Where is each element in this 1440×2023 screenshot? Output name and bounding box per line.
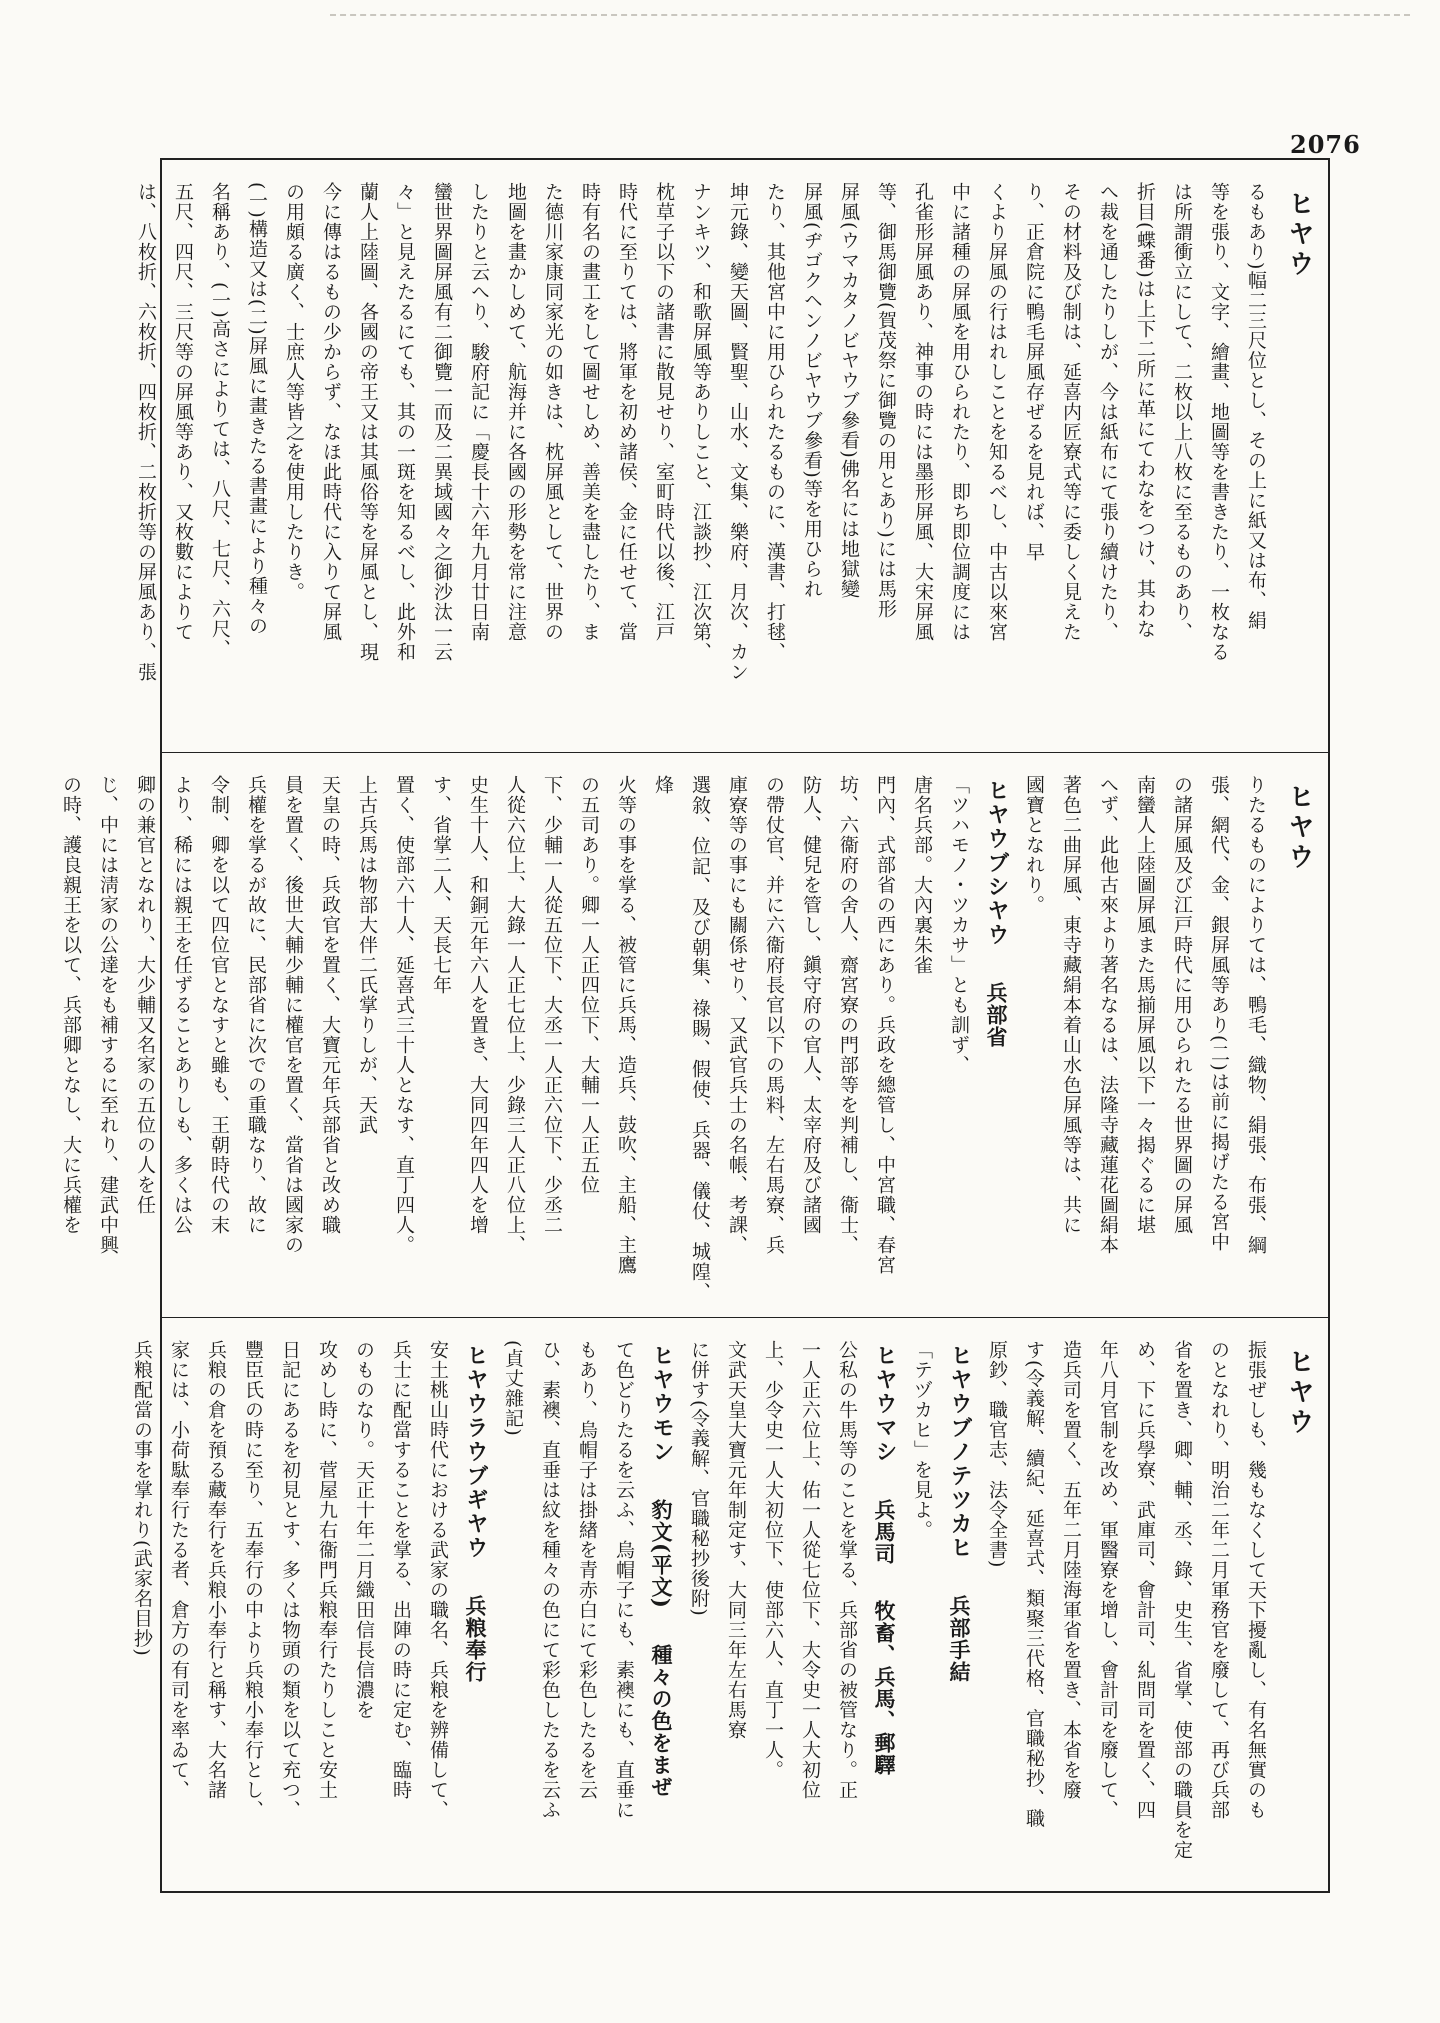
text-column: の諸屏風及び江戸時代に用ひられたる世界圖の屏風 — [1171, 775, 1193, 1235]
text-column: 一人正六位上、佑一人從七位下、大令史一人大初位 — [799, 1340, 821, 1800]
text-column: もあり、烏帽子は掛緖を青赤白にて彩色したるを云 — [576, 1340, 598, 1800]
text-column: 國寶となれり。 — [1023, 775, 1045, 915]
text-column: 下、少輔一人從五位下、大丞一人正六位下、少丞二 — [541, 775, 563, 1235]
text-column: 時代に至りては、將軍を初め諸侯、金に任せて、當 — [616, 182, 638, 642]
text-column: 史生十人、和銅元年六人を置き、大同四年四人を增 — [467, 775, 489, 1235]
text-column: 地圖を畫かしめて、航海并に各國の形勢を常に注意 — [505, 182, 527, 642]
running-head: ヒヤウ — [1284, 783, 1314, 873]
entry-header — [456, 1340, 494, 1880]
text-column: くより屏風の行はれしことを知るべし、中古以來宮 — [986, 182, 1008, 642]
text-column: その材料及び制は、延喜内匠寮式等に委しく見えた — [1060, 182, 1082, 642]
text-column: 兵粮配當の事を掌れり(武家名目抄) — [131, 1340, 153, 1657]
text-column: は所謂衝立にして、二枚以上八枚に至るものあり、 — [1171, 182, 1193, 642]
text-column: 時有名の畫工をして圖せしめ、善美を盡したり、ま — [579, 182, 601, 642]
text-column: 火等の事を掌る、被管に兵馬、造兵、鼓吹、主船、主鷹 — [615, 775, 637, 1275]
text-column: 人從六位上、大錄一人正七位上、少錄三人正八位上、 — [504, 775, 526, 1255]
text-column: 年八月官制を改め、軍醫寮を增し、會計司を廢して、 — [1097, 1340, 1119, 1820]
text-column: 等を張り、文字、繪畫、地圖等を書きたり、一枚なる — [1208, 182, 1230, 662]
text-column: 坤元錄、變天圖、賢聖、山水、文集、樂府、月次、カン — [727, 182, 749, 682]
text-column: 文武天皇大寶元年制定す、大同三年左右馬寮 — [725, 1340, 747, 1740]
text-column: は、八枚折、六枚折、四枚折、二枚折等の屏風あり、張 — [135, 182, 157, 682]
text-column: 坊、六衞府の舍人、齋宮寮の門部等を判補し、衞士、 — [837, 775, 859, 1255]
text-column: 名稱あり、(一)高さによりては、八尺、七尺、六尺、 — [209, 182, 231, 659]
text-column: 張、網代、金、銀屏風等あり(二)は前に揭げたる宮中 — [1208, 775, 1230, 1252]
text-column: 等、御馬御覽(賀茂祭に御覽の用とあり)には馬形 — [875, 182, 897, 619]
text-column: 孔雀形屏風あり、神事の時には墨形屏風、大宋屏風 — [912, 182, 934, 642]
headword: ヒヤウブノテツカヒ — [947, 1344, 972, 1560]
text-column: 天皇の時、兵政官を置く、大寶元年兵部省と改め職 — [319, 775, 341, 1235]
text-column: の五司あり。卿一人正四位下、大輔一人正五位 — [578, 775, 600, 1195]
entry-reading: 「ツハモノ・ツカサ」とも訓ず、 — [948, 775, 970, 1075]
text-column: へず、此他古來より著名なるは、法隆寺藏蓮花圖絹本 — [1097, 775, 1119, 1255]
text-column: り、正倉院に鴨毛屏風存ぜるを見れば、早 — [1023, 182, 1045, 562]
running-head: ヒヤウ — [1284, 1348, 1314, 1438]
headword-kanji: 兵部省 — [984, 982, 1009, 1049]
text-column: 卿の兼官となれり、大少輔又名家の五位の人を任 — [134, 775, 156, 1215]
text-column: 門內、式部省の西にあり。兵政を總管し、中宮職、春宮 — [874, 775, 896, 1275]
text-column: 屏風(ウマカタノビヤウブ參看)佛名には地獄變 — [838, 182, 860, 599]
text-column: 蠻世界圖屏風有二御覽一而及二異域國々之御沙汰一云 — [431, 182, 453, 662]
text-column: の時、護良親王を以て、兵部卿となし、大に兵權を — [60, 775, 82, 1235]
page-frame — [60, 158, 1330, 1893]
text-column: 安土桃山時代における武家の職名、兵粮を辨備して、 — [427, 1340, 449, 1820]
text-column: へ裁を通したりしが、今は紙布にて張り續けたり、 — [1097, 182, 1119, 642]
band-3-text — [131, 1340, 1274, 1880]
text-column: に併す(令義解、官職秘抄後附) — [688, 1340, 710, 1617]
text-column: た德川家康同家光の如きは、枕屏風として、世界の — [542, 182, 564, 642]
band-1-text — [135, 182, 1274, 736]
text-column: 上、少令史一人大初位下、使部六人、直丁一人。 — [762, 1340, 784, 1780]
text-column: るもあり)幅二三尺位とし、その上に紙又は布、絹 — [1245, 182, 1267, 631]
text-column: したりと云へり、駿府記に「慶長十六年九月廿日南 — [468, 182, 490, 642]
text-column: 折目(蝶番)は上下二所に革にてわなをつけ、其わな — [1134, 182, 1156, 639]
headword-kanji: 兵馬司 — [872, 1499, 897, 1566]
text-column: 公私の牛馬等のことを掌る、兵部省の被管なり。正 — [836, 1340, 858, 1800]
text-column: 五尺、四尺、三尺等の屏風等あり、又枚數によりて — [172, 182, 194, 642]
text-column: て色どりたるを云ふ、烏帽子にも、素襖にも、直垂に — [613, 1340, 635, 1820]
headword: ヒヤウモン — [649, 1344, 674, 1464]
text-column: 庫寮等の事にも關係せり、又武官兵士の名帳、考課、 — [726, 775, 748, 1255]
page-number: 2076 — [1290, 130, 1361, 159]
text-column: 攻めし時に、菅屋九右衞門兵粮奉行たりしこと安土 — [316, 1340, 338, 1800]
text-column: のものなり。天正十年二月織田信長信濃を — [353, 1340, 375, 1720]
text-column: の用頗る廣く、士庶人等皆之を使用したりき。 — [283, 182, 305, 602]
text-column: 省を置き、卿、輔、丞、錄、史生、省掌、使部の職員を定 — [1171, 1340, 1193, 1860]
band-2 — [60, 752, 1328, 1318]
text-column: 上古兵馬は物部大伴二氏掌りしが、天武 — [356, 775, 378, 1135]
text-column: ナンキツ、和歌屏風等ありしこと、江談抄、江次第、 — [690, 182, 712, 662]
text-column: 家には、小荷駄奉行たる者、倉方の有司を率ゐて、 — [168, 1340, 190, 1800]
text-column: す(令義解、續紀、延喜式、類聚三代格、官職秘抄、職 — [1023, 1340, 1045, 1829]
entry-lead: 「テヅカヒ」を見よ。 — [911, 1340, 933, 1540]
text-column: 唐名兵部。大內裏朱雀 — [911, 775, 933, 975]
text-column: 令制、卿を以て四位官となすと雖も、王朝時代の末 — [208, 775, 230, 1235]
text-column: 著色二曲屏風、東寺藏絹本着山水色屏風等は、共に — [1060, 775, 1082, 1235]
entry-lead: 種々の色をまぜ — [649, 1643, 674, 1798]
text-column: じ、中には淸家の公達をも補するに至れり、建武中興 — [97, 775, 119, 1255]
text-column: 選敘、位記、及び朝集、祿賜、假使、兵器、儀仗、城隍、烽 — [652, 775, 711, 1302]
text-column: 原鈔、職官志、法令全書) — [986, 1340, 1008, 1569]
text-column: (一)構造又は(二)屏風に畫きたる書畫により種々の — [246, 182, 268, 636]
text-column: 員を置く、後世大輔少輔に權官を置く、當省は國家の — [282, 775, 304, 1255]
text-column: 防人、健兒を管し、鎭守府の官人、太宰府及び諸國 — [800, 775, 822, 1235]
entry-header — [865, 1340, 903, 1880]
text-column: の帶仗官、并に六衞府長官以下の馬料、左右馬寮、兵 — [763, 775, 785, 1255]
headword: ヒヤウマシ — [872, 1344, 897, 1464]
text-column: す、省掌二人、天長七年 — [430, 775, 452, 995]
text-column: 置く、使部六十人、延喜式三十人となす、直丁四人。 — [393, 775, 415, 1255]
text-column: 造兵司を置く、五年二月陸海軍省を置き、本省を廢 — [1060, 1340, 1082, 1800]
band-3 — [131, 1317, 1328, 1896]
text-column: 屏風(ヂゴクヘンノビヤウブ參看)等を用ひられ — [801, 182, 823, 599]
headword: ヒヤウブシヤウ — [984, 779, 1009, 947]
text-column: 中に諸種の屏風を用ひられたり、即ち即位調度には — [949, 182, 971, 642]
text-column: 々」と見えたるにても、其の一斑を知るべし、此外和 — [394, 182, 416, 662]
text-column: 枕草子以下の諸書に散見せり、室町時代以後、江戸 — [653, 182, 675, 642]
entry-header — [940, 1340, 978, 1880]
text-column: め、下に兵學寮、武庫司、會計司、糺問司を置く、四 — [1134, 1340, 1156, 1820]
headword-kanji: 兵粮奉行 — [463, 1595, 488, 1684]
band-1 — [135, 160, 1328, 752]
text-column: 振張ぜしも、幾もなくして天下擾亂し、有名無實のも — [1245, 1340, 1267, 1820]
text-column: 今に傳はるもの少からず、なほ此時代に入りて屏風 — [320, 182, 342, 642]
top-rule — [330, 14, 1410, 16]
text-column: (貞丈雜記) — [502, 1340, 524, 1437]
text-column: のとなれり、明治二年二月軍務官を廢して、再び兵部 — [1208, 1340, 1230, 1820]
headword-kanji: 兵部手結 — [947, 1595, 972, 1684]
text-column: 日記にあるを初見とす、多くは物頭の類を以て充つ、 — [279, 1340, 301, 1820]
entry-header — [642, 1340, 680, 1880]
text-column: 南蠻人上陸圖屏風また馬揃屏風以下一々揭ぐるに堪 — [1134, 775, 1156, 1235]
band-2-text — [60, 775, 1274, 1302]
text-column: 蘭人上陸圖、各國の帝王又は其風俗等を屏風とし、現 — [357, 182, 379, 662]
text-column: 兵粮の倉を預る藏奉行を兵粮小奉行と稱す、大名諸 — [205, 1340, 227, 1800]
text-column: ひ、素襖、直垂は紋を種々の色にて彩色したるを云ふ — [539, 1340, 561, 1820]
running-head: ヒヤウ — [1284, 190, 1314, 280]
headword: ヒヤウラウブギヤウ — [463, 1344, 488, 1560]
entry-header — [977, 775, 1015, 1302]
text-column: より、稀には親王を任ずることありしも、多くは公 — [171, 775, 193, 1235]
headword-kanji: 豹文(平文) — [649, 1499, 674, 1609]
text-column: 兵士に配當することを掌る、出陣の時に定む、臨時 — [390, 1340, 412, 1800]
entry-lead: 牧畜、兵馬、郵驛 — [872, 1600, 897, 1777]
text-column: 兵權を掌るが故に、民部省に次での重職なり、故に — [245, 775, 267, 1235]
text-column: 豐臣氏の時に至り、五奉行の中より兵粮小奉行とし、 — [242, 1340, 264, 1820]
text-column: りたるものによりては、鴨毛、織物、絹張、布張、綱 — [1245, 775, 1267, 1255]
text-column: たり、其他宮中に用ひられたるものに、漢書、打毬、 — [764, 182, 786, 662]
